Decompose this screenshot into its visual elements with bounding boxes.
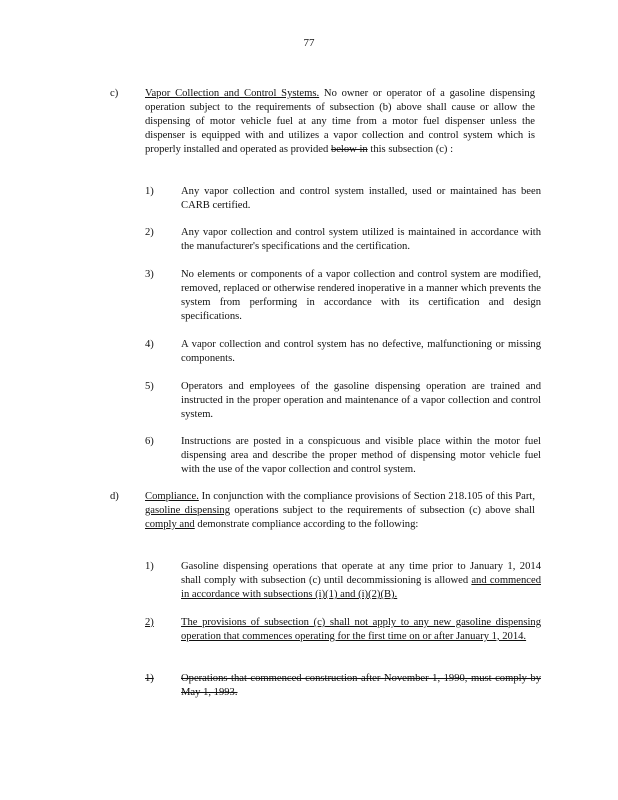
section-d-body-2: operations subject to the requirements of subsection (c) above shall: [234, 505, 535, 516]
item-c2-text: Any vapor collection and control system utilized is maintained in accordance with the manufacturer's specifications and the certification.: [181, 227, 541, 252]
section-c-body-2: this subsection (c) :: [370, 144, 454, 155]
item-c1-label: 1): [145, 186, 154, 197]
section-d-underlined-2: comply and: [145, 519, 195, 530]
item-c6-label: 6): [145, 436, 154, 447]
section-d-title: Compliance.: [145, 491, 199, 502]
section-d-underlined-1: gasoline dispensing: [145, 505, 230, 516]
item-c6-text: Instructions are posted in a conspicuous and visible place within the motor fuel dispensing area and describe the proper method of dispensing motor vehicle fuel with the use of the vapor collection and control system.: [181, 436, 541, 475]
section-d-body-3: demonstrate compliance according to the following:: [197, 519, 419, 530]
page-number: 77: [303, 37, 315, 49]
section-c-title: Vapor Collection and Control Systems.: [145, 88, 320, 99]
item-c2-label: 2): [145, 227, 154, 238]
item-d1-text: [181, 560, 541, 602]
section-d-text: [145, 490, 535, 532]
section-label-c: c): [110, 88, 119, 99]
item-d1-label: 1): [145, 561, 154, 572]
item-c3-label: 3): [145, 269, 154, 280]
item-d3-struck: Operations that commenced construction after November 1, 1990, must comply by May 1, 1993.: [181, 673, 541, 698]
item-d3-text: [181, 672, 541, 700]
section-c-text: [145, 87, 535, 157]
item-c3-text: No elements or components of a vapor collection and control system are modified, removed, replaced or otherwise rendered inoperative in a manner which prevents the system from performing in accordance with its certification and design specifications.: [181, 269, 541, 322]
item-c5-label: 5): [145, 381, 154, 392]
item-c5-text: Operators and employees of the gasoline dispensing operation are trained and instructed in the proper operation and maintenance of a vapor collection and control system.: [181, 381, 541, 420]
item-c1-text: Any vapor collection and control system installed, used or maintained has been CARB certified.: [181, 186, 541, 211]
section-c-body-1: No owner or operator of a gasoline dispensing operation subject to the requirements of subsection (b) above shall cause or allow the dispensing of motor vehicle fuel at any time from a motor fuel dispenser unless the dispenser is equipped with and utilizes a vapor collection and control system which is properly installed and operated as provided: [145, 88, 535, 155]
item-d1-body: Gasoline dispensing operations that operate at any time prior to January 1, 2014 shall comply with subsection (c) until decommissioning is allowed: [181, 561, 541, 586]
item-d2-underlined: The provisions of subsection (c) shall not apply to any new gasoline dispensing operation that commences operating for the first time on or after January 1, 2014.: [181, 617, 541, 642]
item-d2-label: 2): [145, 617, 154, 628]
item-c4-text: A vapor collection and control system has no defective, malfunctioning or missing components.: [181, 339, 541, 364]
item-c4-label: 4): [145, 339, 154, 350]
item-d1-underlined: and commenced in accordance with subsections (i)(1) and (i)(2)(B).: [181, 575, 541, 600]
section-d-body-1: In conjunction with the compliance provisions of Section 218.105 of this Part,: [201, 491, 535, 502]
section-c-struck: below in: [330, 144, 368, 155]
item-d2-text: [181, 616, 541, 644]
item-d3-label: 1): [145, 673, 154, 684]
section-label-d: d): [110, 491, 119, 502]
